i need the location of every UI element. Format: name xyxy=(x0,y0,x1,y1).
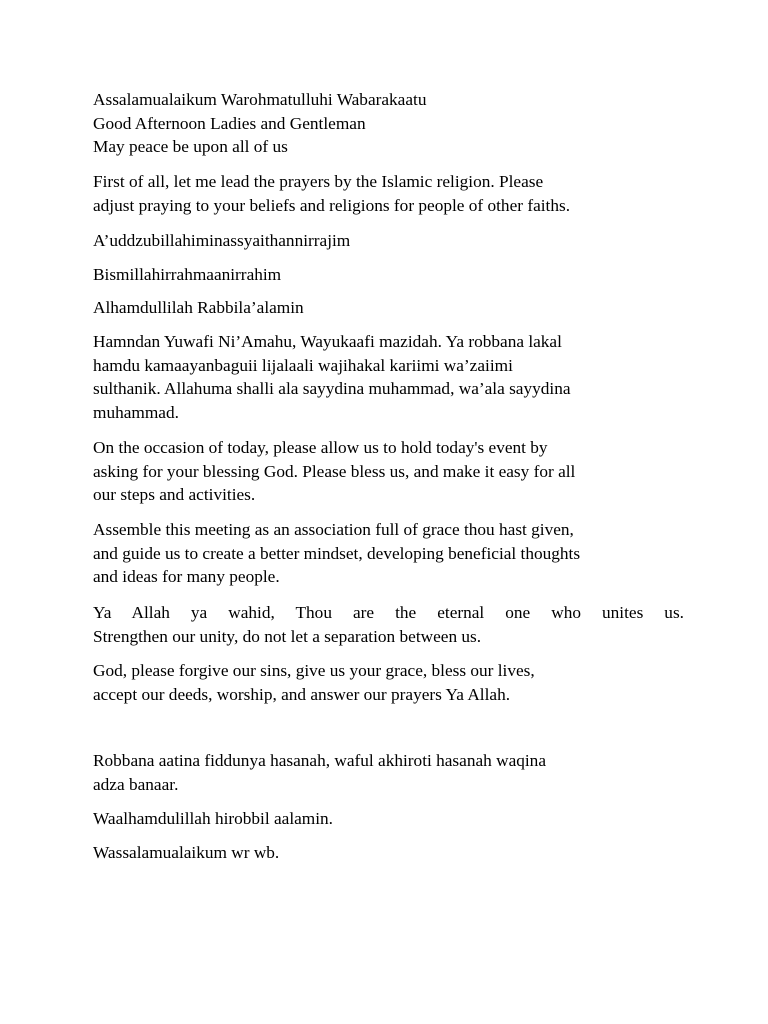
greeting-block xyxy=(93,88,693,159)
paragraph-line: Hamndan Yuwafi Ni’Amahu, Wayukaafi mazidah. Ya robbana lakal xyxy=(93,332,562,351)
paragraph-line: asking for your blessing God. Please bless us, and make it easy for all xyxy=(93,461,576,481)
paragraph-line: Wassalamualaikum wr wb. xyxy=(93,843,280,862)
unity-paragraph xyxy=(93,601,684,648)
robbana-paragraph xyxy=(93,749,693,796)
paragraph-line: Waalhamdulillah hirobbil aalamin. xyxy=(93,809,333,828)
greeting-line: May peace be upon all of us xyxy=(93,137,288,156)
paragraph-line: Robbana aatina fiddunya hasanah, waful akhiroti hasanah waqina xyxy=(93,751,546,770)
prayer-ta-awwudz xyxy=(93,229,693,253)
paragraph-line: Bismillahirrahmaanirrahim xyxy=(93,265,282,284)
closing-salam xyxy=(93,841,693,865)
closing-hamdalah xyxy=(93,807,693,831)
paragraph-line: and ideas for many people. xyxy=(93,567,280,586)
paragraph-line: adza banaar. xyxy=(93,774,179,794)
paragraph-line: adjust praying to your beliefs and religions for people of other faiths. xyxy=(93,195,571,215)
paragraph-line: and guide us to create a better mindset, developing beneficial thoughts xyxy=(93,543,581,563)
paragraph-line: God, please forgive our sins, give us your grace, bless our lives, xyxy=(93,661,535,680)
greeting-line: Good Afternoon Ladies and Gentleman xyxy=(93,113,366,133)
paragraph-line: First of all, let me lead the prayers by the Islamic religion. Please xyxy=(93,172,544,191)
prayer-basmalah xyxy=(93,263,693,287)
paragraph-line: A’uddzubillahiminassyaithannirrajim xyxy=(93,231,351,250)
paragraph-line: accept our deeds, worship, and answer our prayers Ya Allah. xyxy=(93,684,511,704)
paragraph-line: hamdu kamaayanbaguii lijalaali wajihakal kariimi wa’zaiimi xyxy=(93,355,513,375)
paragraph-line: our steps and activities. xyxy=(93,485,256,504)
paragraph-line: muhammad. xyxy=(93,402,179,422)
occasion-paragraph xyxy=(93,436,693,507)
assemble-paragraph xyxy=(93,518,693,589)
greeting-line: Assalamualaikum Warohmatulluhi Wabarakaatu xyxy=(93,90,427,109)
forgive-paragraph xyxy=(93,659,693,706)
paragraph-line: Assemble this meeting as an association full of grace thou hast given, xyxy=(93,520,574,539)
opening-paragraph xyxy=(93,170,693,217)
hamdan-paragraph xyxy=(93,330,693,424)
paragraph-line: Ya Allah ya wahid, Thou are the eternal one who unites us. xyxy=(93,603,684,622)
paragraph-line: Strengthen our unity, do not let a separation between us. xyxy=(93,626,482,646)
prayer-hamdalah xyxy=(93,296,693,320)
paragraph-line: sulthanik. Allahuma shalli ala sayydina muhammad, wa’ala sayydina xyxy=(93,379,571,398)
paragraph-line: On the occasion of today, please allow us to hold today's event by xyxy=(93,438,548,457)
paragraph-line: Alhamdullilah Rabbila’alamin xyxy=(93,298,304,317)
